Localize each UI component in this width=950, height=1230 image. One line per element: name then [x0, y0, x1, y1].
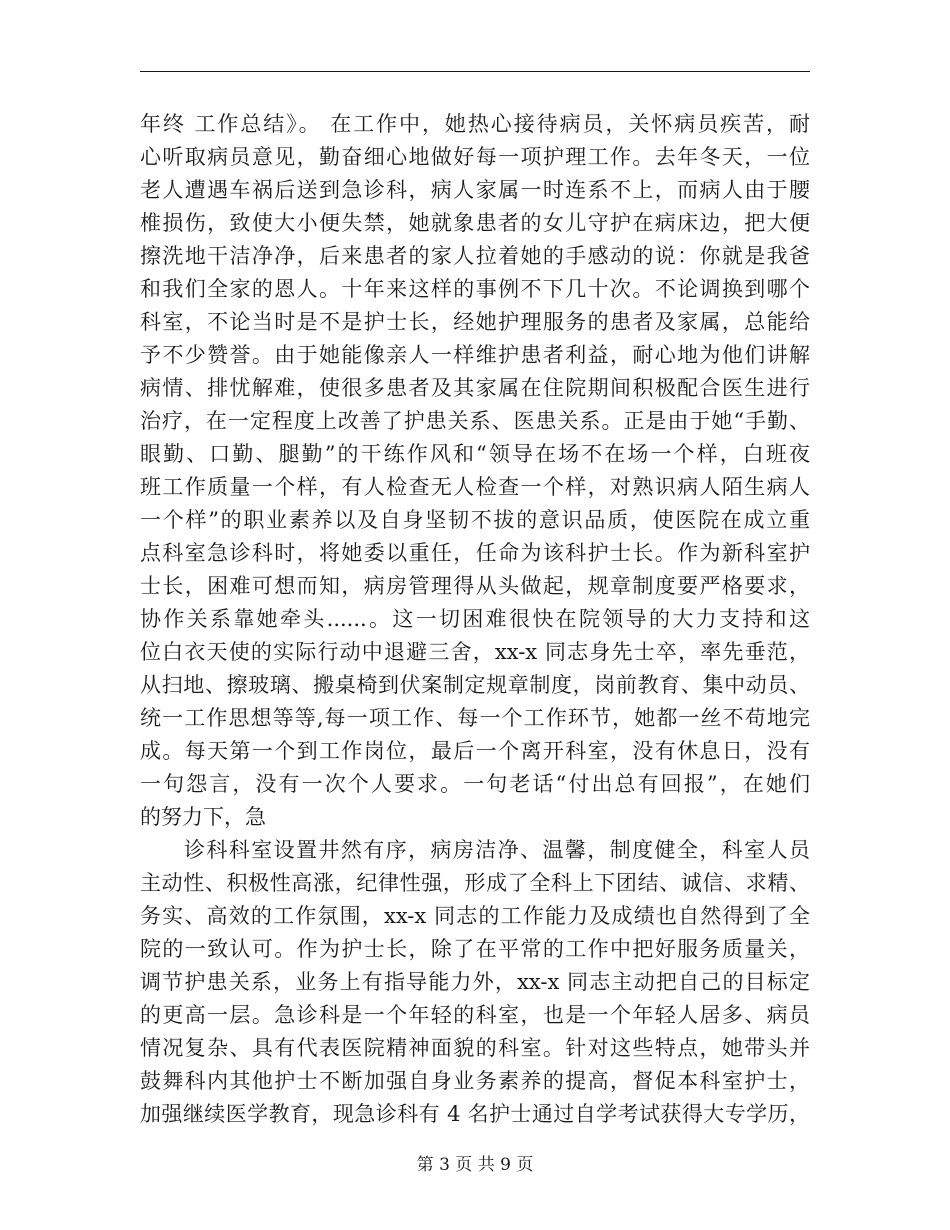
- text-line: 病情、排忧解难，使很多患者及其家属在住院期间积极配合医生进行: [140, 376, 810, 400]
- text-line: 点科室急诊科时，将她委以重任，任命为该科护士长。作为新科室护: [140, 541, 810, 565]
- text-line: 心听取病员意见，勤奋细心地做好每一项护理工作。去年冬天，一位: [140, 145, 810, 169]
- paragraph: [140, 108, 810, 834]
- text-line: 鼓舞科内其他护士不断加强自身业务素养的提高，督促本科室护士，: [140, 1069, 810, 1093]
- text-line: 班工作质量一个样，有人检查无人检查一个样，对熟识病人陌生病人: [140, 475, 810, 499]
- text-line: 士长，困难可想而知，病房管理得从头做起，规章制度要严格要求，: [140, 574, 810, 598]
- text-line: 老人遭遇车祸后送到急诊科，病人家属一时连系不上，而病人由于腰: [140, 178, 810, 202]
- text-line: 予不少赞誉。由于她能像亲人一样维护患者利益，耐心地为他们讲解: [140, 343, 810, 367]
- text-line: 年终 工作总结》。 在工作中，她热心接待病员，关怀病员疾苦，耐: [140, 112, 810, 136]
- text-line: 科室，不论当时是不是护士长，经她护理服务的患者及家属，总能给: [140, 310, 810, 334]
- text-line: 从扫地、擦玻璃、搬桌椅到伏案制定规章制度，岗前教育、集中动员、: [140, 673, 810, 697]
- header-rule: [140, 71, 810, 72]
- text-line: 主动性、积极性高涨，纪律性强，形成了全科上下团结、诚信、求精、: [140, 871, 810, 895]
- text-line: 一句怨言，没有一次个人要求。一句老话“付出总有回报”，在她们: [140, 772, 810, 796]
- text-line: 诊科科室设置井然有序，病房洁净、温馨，制度健全，科室人员: [184, 838, 810, 862]
- page-number-footer: 第 3 页 共 9 页: [416, 1155, 534, 1175]
- text-line: 统一工作思想等等,每一项工作、每一个工作环节，她都一丝不苟地完: [140, 706, 810, 730]
- paragraph: [140, 834, 810, 1131]
- document-body: [140, 108, 810, 1131]
- text-line: 一个样”的职业素养以及自身坚韧不拔的意识品质，使医院在成立重: [140, 508, 810, 532]
- text-line: 的努力下，急: [140, 805, 266, 829]
- text-line: 成。每天第一个到工作岗位，最后一个离开科室，没有休息日，没有: [140, 739, 810, 763]
- text-line: 情况复杂、具有代表医院精神面貌的科室。针对这些特点，她带头并: [140, 1036, 810, 1060]
- text-line: 院的一致认可。作为护士长，除了在平常的工作中把好服务质量关，: [140, 937, 810, 961]
- text-line: 眼勤、口勤、腿勤”的干练作风和“领导在场不在场一个样，白班夜: [140, 442, 810, 466]
- text-line: 椎损伤，致使大小便失禁，她就象患者的女儿守护在病床边，把大便: [140, 211, 810, 235]
- text-line: 和我们全家的恩人。十年来这样的事例不下几十次。不论调换到哪个: [140, 277, 810, 301]
- text-line: 擦洗地干洁净净，后来患者的家人拉着她的手感动的说：你就是我爸: [140, 244, 810, 268]
- text-line: 的更高一层。急诊科是一个年轻的科室，也是一个年轻人居多、病员: [140, 1003, 810, 1027]
- text-line: 调节护患关系，业务上有指导能力外，xx-x 同志主动把自己的目标定: [140, 970, 810, 994]
- text-line: 位白衣天使的实际行动中退避三舍，xx-x 同志身先士卒，率先垂范，: [140, 640, 810, 664]
- text-line: 务实、高效的工作氛围，xx-x 同志的工作能力及成绩也自然得到了全: [140, 904, 810, 928]
- text-line: 加强继续医学教育，现急诊科有 4 名护士通过自学考试获得大专学历，: [140, 1102, 810, 1126]
- text-line: 协作关系靠她牵头......。这一切困难很快在院领导的大力支持和这: [140, 607, 810, 631]
- text-line: 治疗，在一定程度上改善了护患关系、医患关系。正是由于她“手勤、: [140, 409, 810, 433]
